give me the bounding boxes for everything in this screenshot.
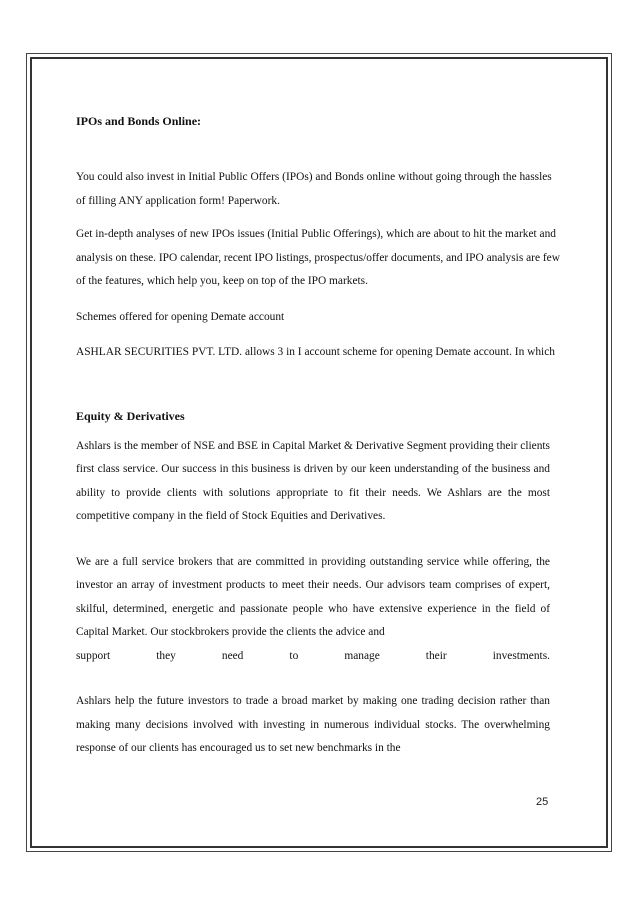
equity-paragraph-1: Ashlars is the member of NSE and BSE in Capital Market & Derivative Segment providing their clients first class service. Our success in this business is driven by our keen understanding of the business and ability to provide clients with solutions appropriate to fit their needs. We Ashlars are the most competitive company in the field of Stock Equities and Derivatives. (76, 439, 550, 522)
equity-heading: Equity & Derivatives (76, 408, 185, 423)
page-number: 25 (536, 796, 549, 808)
schemes-line: Schemes offered for opening Demate account (76, 310, 285, 323)
document-body (76, 111, 562, 761)
equity-paragraph-3: Ashlars help the future investors to trade a broad market by making one trading decision rather than making many decisions involved with investing in numerous individual stocks. The overwhelming response of our clients has encouraged us to set new benchmarks in the (76, 695, 550, 754)
ashlar-paragraph: ASHLAR SECURITIES PVT. LTD. allows 3 in I account scheme for opening Demate account. In which (76, 346, 555, 358)
equity-paragraph-2-last-line: support they need to manage their investments. (76, 649, 550, 662)
ipo-paragraph-2: Get in-depth analyses of new IPOs issues (Initial Public Offerings), which are about to hit the market and analysis on these. IPO calendar, recent IPO listings, prospectus/offer documents, and IPO analysis are few of the features, which help you, keep on top of the IPO markets. (76, 228, 560, 287)
ipo-paragraph-1: You could also invest in Initial Public Offers (IPOs) and Bonds online without going through the hassles of filling ANY application form! Paperwork. (76, 171, 552, 207)
equity-paragraph-2: We are a full service brokers that are committed in providing outstanding service while offering, the investor an array of investment products to meet their needs. Our advisors team comprises of expert, skilful, determined, energetic and passionate people who have extensive experience in the field of Capital Market. Our stockbrokers provide the clients the advice and (76, 555, 550, 638)
ipo-heading: IPOs and Bonds Online: (76, 114, 202, 128)
